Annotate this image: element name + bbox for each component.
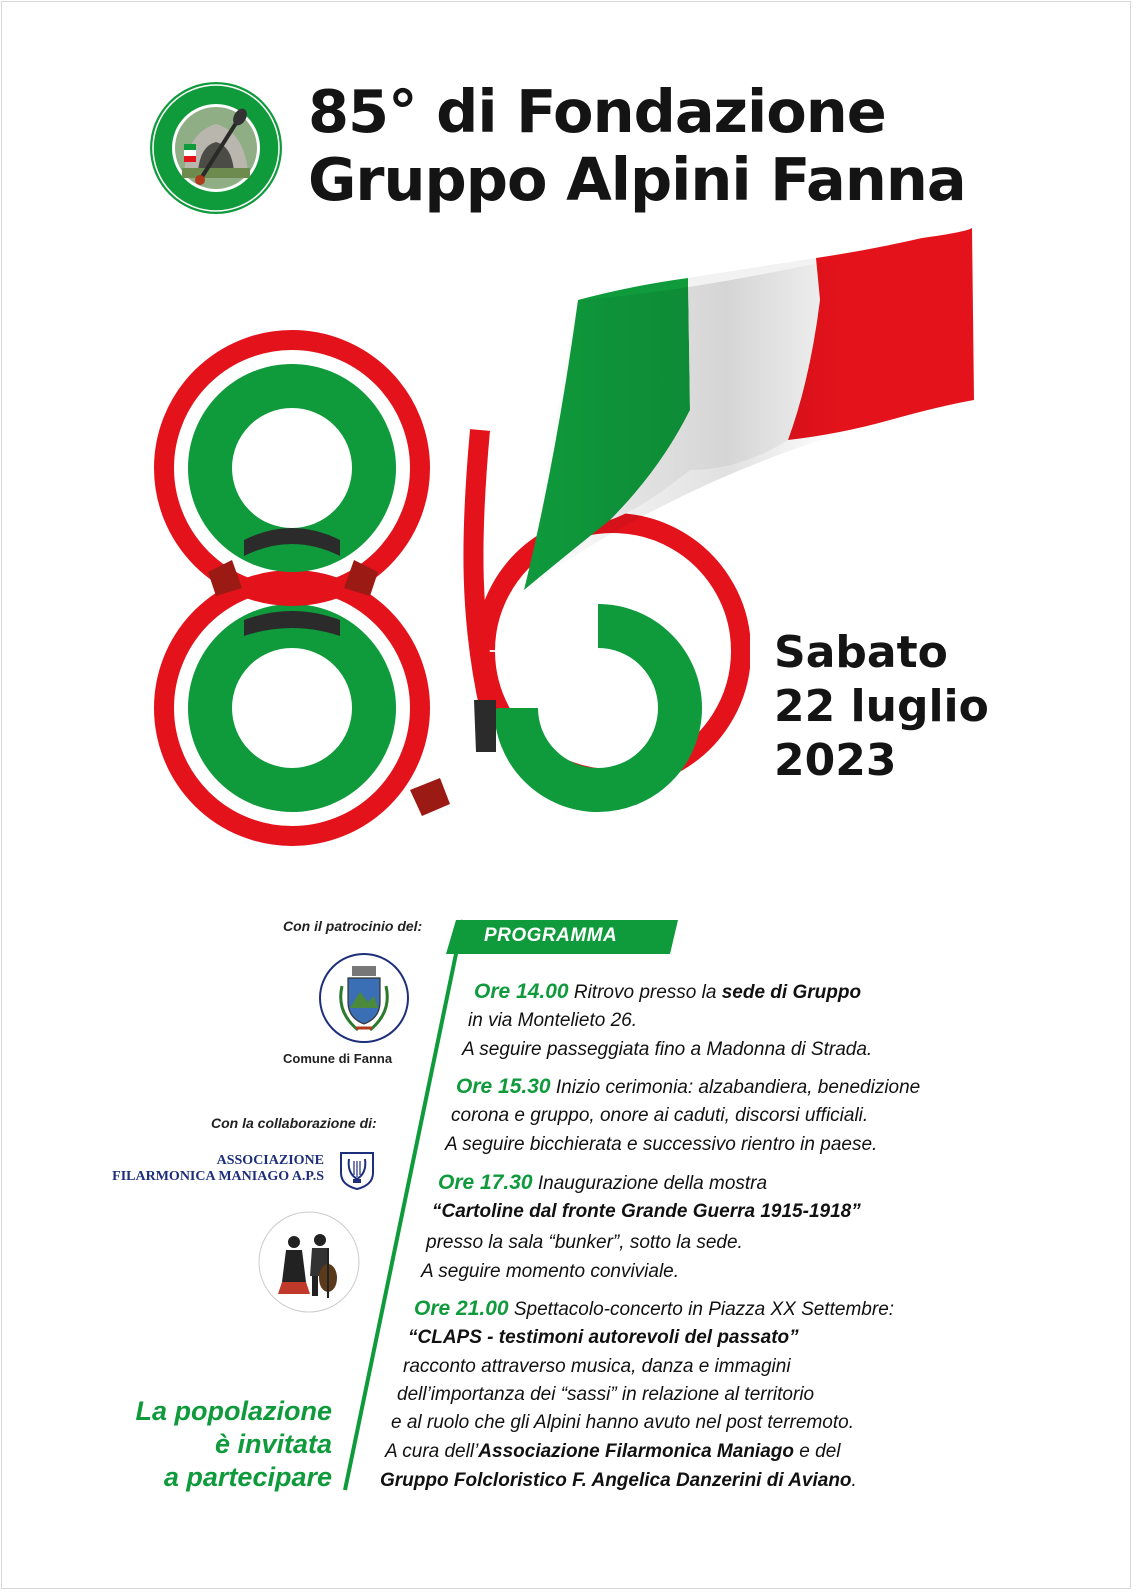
event-4-line-5: e al ruolo che gli Alpini hanno avuto nel post terremoto. [391, 1412, 854, 1433]
event-3-line-2: “Cartoline dal fronte Grande Guerra 1915-1918” [432, 1201, 861, 1222]
event-2-line-3: A seguire bicchierata e successivo rientro in paese. [445, 1134, 878, 1155]
event-4-line-7 [380, 1469, 857, 1493]
event-4-credit-folk: Gruppo Folcloristico F. Angelica Danzerini di Aviano [380, 1470, 852, 1491]
event-3-line-1 [438, 1171, 767, 1196]
event-2-text: Inizio cerimonia: alzabandiera, benedizione [550, 1077, 921, 1098]
event-3-line-4: A seguire momento conviviale. [421, 1261, 680, 1282]
event-4-line-3: racconto attraverso musica, danza e immagini [403, 1356, 791, 1377]
event-2-line-2: corona e gruppo, onore ai caduti, discorsi ufficiali. [451, 1105, 869, 1126]
collaborazione-label: Con la collaborazione di: [211, 1115, 377, 1131]
title-line-1: 85° di Fondazione [308, 77, 886, 146]
event-4-credit-filarmonica: Associazione Filarmonica Maniago [478, 1441, 794, 1462]
event-3-line-3: presso la sala “bunker”, sotto la sede. [426, 1232, 743, 1253]
event-1-text: Ritrovo presso la [568, 982, 722, 1003]
event-1-line-1 [474, 980, 861, 1005]
event-1-line-3: A seguire passeggiata fino a Madonna di Strada. [462, 1039, 873, 1060]
event-4-credit-suffix: e del [794, 1441, 841, 1462]
event-4-line-2: “CLAPS - testimoni autorevoli del passato” [408, 1327, 799, 1348]
date-day-month: 22 luglio [774, 681, 989, 732]
event-3-text: Inaugurazione della mostra [532, 1173, 768, 1194]
event-3-time: Ore 17.30 [438, 1171, 533, 1194]
event-4-credit-prefix: A cura dell’ [385, 1441, 479, 1462]
event-2-line-1 [456, 1075, 920, 1100]
patrocinio-label: Con il patrocinio del: [283, 918, 423, 934]
comune-label: Comune di Fanna [283, 1051, 393, 1066]
event-4-line-6 [385, 1440, 840, 1464]
filarmonica-line-2: FILARMONICA MANIAGO A.P.S [112, 1169, 324, 1184]
title-line-2: Gruppo Alpini Fanna [308, 145, 966, 214]
invite-line-3: a partecipare [163, 1462, 332, 1492]
invite-line-1: La popolazione [135, 1396, 332, 1426]
event-4-credit-end: . [851, 1470, 857, 1491]
filarmonica-line-1: ASSOCIAZIONE [216, 1153, 324, 1168]
event-4-line-1 [414, 1297, 894, 1322]
event-1-place: sede di Gruppo [721, 982, 862, 1003]
event-1-line-2: in via Montelieto 26. [468, 1010, 637, 1031]
event-4-text: Spettacolo-concerto in Piazza XX Settembre: [508, 1299, 895, 1320]
event-2-time: Ore 15.30 [456, 1075, 551, 1098]
event-1-time: Ore 14.00 [474, 980, 569, 1003]
date-day: Sabato [774, 627, 948, 678]
date-year: 2023 [774, 735, 897, 786]
invite-line-2: è invitata [214, 1429, 332, 1459]
program-title: PROGRAMMA [484, 925, 618, 946]
event-4-line-4: dell’importanza dei “sassi” in relazione al territorio [397, 1384, 815, 1405]
event-4-time: Ore 21.00 [414, 1297, 509, 1320]
